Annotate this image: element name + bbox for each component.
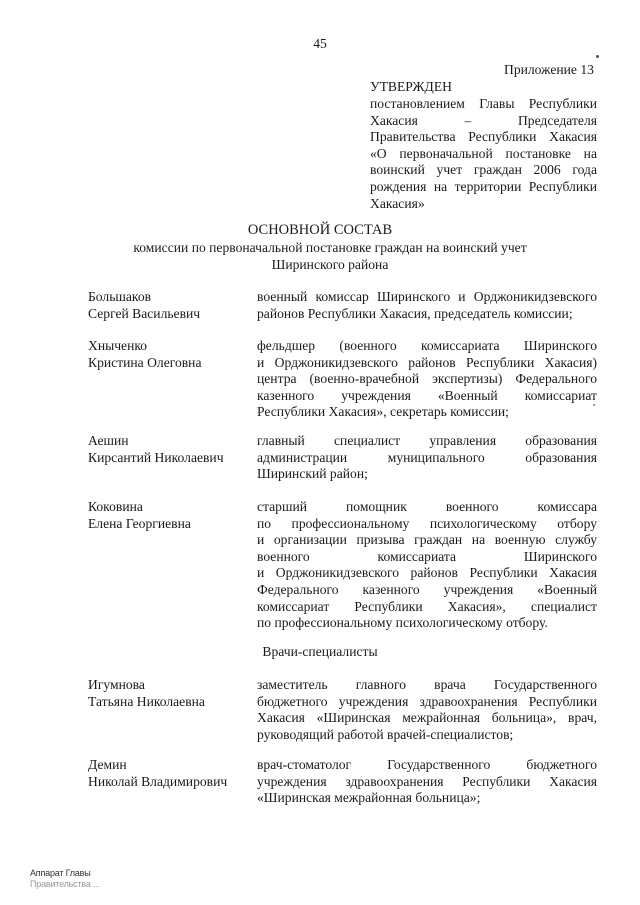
member-surname: Хныченко [88, 338, 148, 353]
member-role [257, 499, 597, 632]
approval-line: Правительства Республики Хакасия [370, 129, 597, 145]
member-name [88, 289, 248, 322]
approval-line: воинский учет граждан 2006 года [370, 162, 597, 178]
member-role [257, 677, 597, 743]
subtitle-line: Ширинского района [271, 256, 389, 272]
scan-artifact [593, 404, 595, 406]
role-line: администрации муниципального образования [257, 449, 597, 465]
member-given-names: Николай Владимирович [88, 773, 228, 789]
document-subtitle [128, 240, 532, 273]
member-role [257, 433, 597, 483]
subtitle-line: комиссии по первоначальной постановке граждан на воинский учет [133, 240, 527, 255]
member-name [88, 433, 248, 466]
role-line: Ширинский район; [257, 466, 368, 482]
member-role [257, 338, 597, 421]
member-name [88, 499, 248, 532]
role-line: казенного учреждения «Военный комиссариат [257, 387, 597, 403]
role-line: «Ширинская межрайонная больница»; [257, 790, 481, 806]
role-line: по профессиональному психологическому отбору. [257, 615, 548, 631]
role-line: Федерального казенного учреждения «Военный [257, 581, 597, 597]
role-line: главный специалист управления образования [257, 433, 597, 448]
role-line: старший помощник военного комиссара [257, 499, 597, 514]
member-name [88, 757, 248, 790]
role-line: Хакасия «Ширинская межрайонная больница», врач, [257, 710, 597, 726]
member-surname: Аешин [88, 433, 129, 448]
role-line: заместитель главного врача Государственного [257, 677, 597, 692]
member-role [257, 757, 597, 807]
member-name [88, 338, 248, 371]
role-line: районов Республики Хакасия, председатель комиссии; [257, 305, 573, 321]
scan-artifact [596, 55, 599, 58]
approval-line: постановлением Главы Республики [370, 96, 597, 111]
footer-stamp [30, 868, 100, 890]
role-line: врач-стоматолог Государственного бюджетного [257, 757, 597, 772]
member-given-names: Татьяна Николаевна [88, 693, 205, 709]
role-line: Республики Хакасия», секретарь комиссии; [257, 404, 509, 420]
role-line: и Орджоникидзевского районов Республики Хакасия [257, 565, 597, 581]
approval-line: Хакасия – Председателя [370, 112, 597, 128]
role-line: комиссариат Республики Хакасия», специалист [257, 598, 597, 614]
approved-label: УТВЕРЖДЕН [370, 79, 452, 94]
member-given-names: Кристина Олеговна [88, 354, 202, 370]
page-number: 45 [313, 36, 327, 51]
member-given-names: Елена Георгиевна [88, 515, 191, 531]
approval-line: «О первоначальной постановке на [370, 145, 597, 161]
section-title-doctors: Врачи-специалисты [262, 644, 378, 659]
member-surname: Игумнова [88, 677, 145, 692]
role-line: фельдшер (военного комиссариата Ширинского [257, 338, 597, 353]
member-given-names: Сергей Васильевич [88, 305, 201, 321]
role-line: и Орджоникидзевского районов Республики Хакасия) [257, 354, 597, 370]
approval-block [370, 96, 597, 212]
approval-line: рождения на территории Республики [370, 178, 597, 194]
member-given-names: Кирсантий Николаевич [88, 449, 224, 465]
role-line: руководящий работой врачей-специалистов; [257, 726, 514, 742]
role-line: центра (военно-врачебной экспертизы) Федерального [257, 371, 597, 387]
footer-line: Аппарат Главы [30, 868, 91, 878]
role-line: военного комиссариата Ширинского [257, 548, 597, 564]
footer-line: Правительства ... [30, 879, 100, 889]
role-line: по профессиональному психологическому отбору [257, 515, 597, 531]
role-line: учреждения здравоохранения Республики Хакасия [257, 773, 597, 789]
member-surname: Коковина [88, 499, 143, 514]
role-line: военный комиссар Ширинского и Орджоникидзевского [257, 289, 597, 304]
role-line: бюджетного учреждения здравоохранения Республики [257, 693, 597, 709]
role-line: и организации призыва граждан на военную службу [257, 532, 597, 548]
member-name [88, 677, 248, 710]
member-role [257, 289, 597, 322]
document-title: ОСНОВНОЙ СОСТАВ [247, 222, 393, 238]
approval-line: Хакасия» [370, 195, 425, 211]
member-surname: Демин [88, 757, 127, 772]
member-surname: Большаков [88, 289, 152, 304]
appendix-label: Приложение 13 [504, 62, 594, 77]
